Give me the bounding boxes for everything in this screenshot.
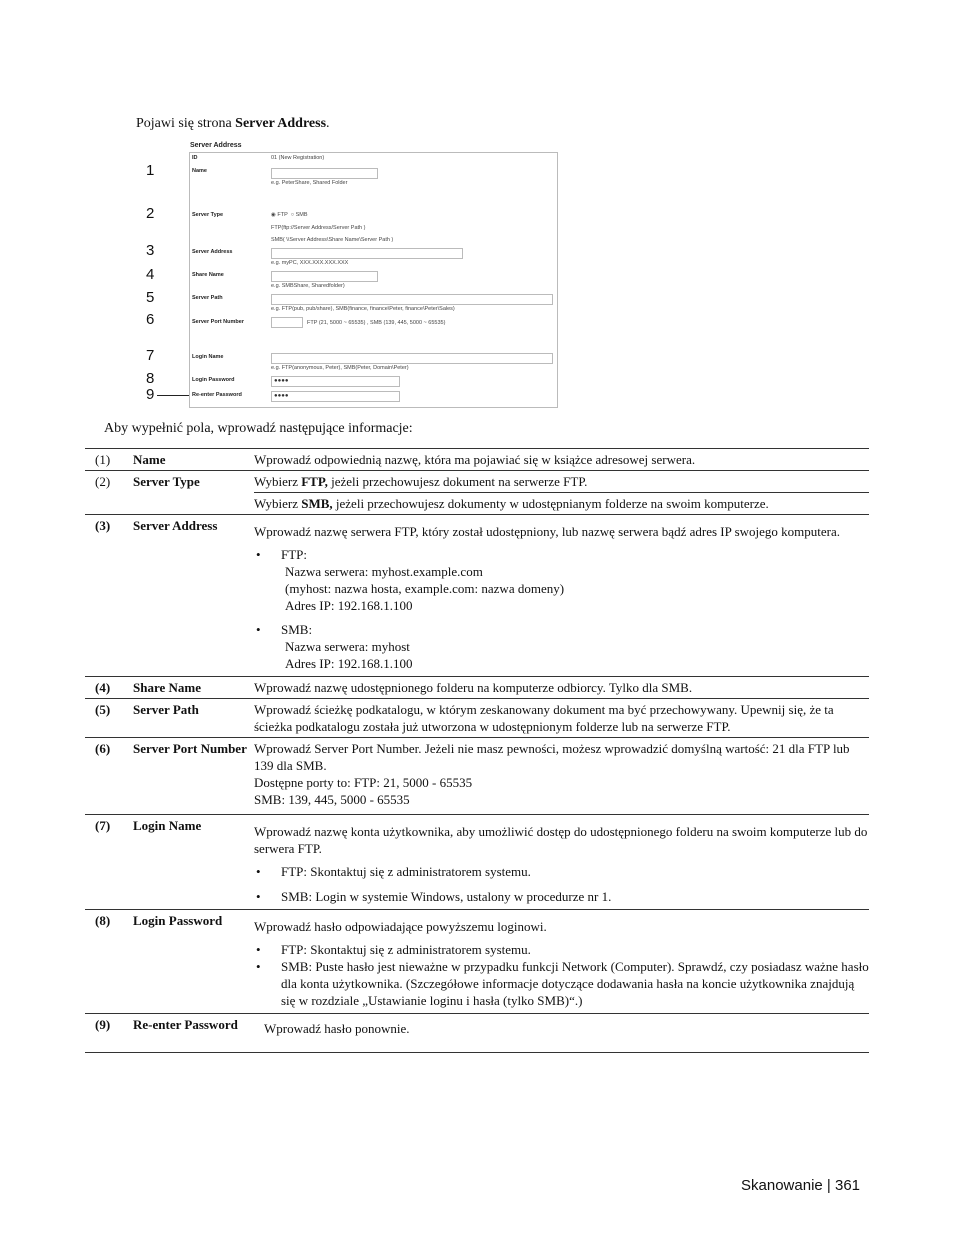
server-address-form-screenshot bbox=[189, 140, 557, 407]
row-description bbox=[254, 738, 869, 815]
server-address-input[interactable] bbox=[271, 248, 463, 259]
id-value: 01 (New Registration) bbox=[271, 155, 325, 161]
callout-6: 6 bbox=[146, 311, 155, 328]
row-number: (2) bbox=[85, 471, 133, 515]
server-port-label: Server Port Number bbox=[192, 319, 244, 325]
server-type-hint-ftp: FTP(ftp://Server Address/Server Path ) bbox=[271, 225, 366, 231]
callout-5: 5 bbox=[146, 289, 155, 306]
bullet-item: • FTP: Skontaktuj się z administratorem systemu. bbox=[254, 941, 869, 958]
bullet-list bbox=[254, 941, 869, 1009]
desc-part: Wybierz bbox=[254, 496, 302, 511]
intro-prefix: Pojawi się strona bbox=[136, 116, 236, 131]
login-password-label: Login Password bbox=[192, 377, 235, 383]
id-label: ID bbox=[192, 155, 198, 161]
bullet-list bbox=[254, 546, 869, 672]
callout-8: 8 bbox=[146, 370, 155, 387]
bullet-item: • SMB: Puste hasło jest nieważne w przypadku funkcji Network (Computer). Sprawdź, czy posiadasz ważne hasło dla konta użytkownika. (Szczegółowe informacje dotyczące dodawania hasła na koncie użytkownika znajdują się w rozdziale „Ustawianie loginu i hasła (tylko SMB)“.) bbox=[254, 958, 869, 1009]
share-name-label: Share Name bbox=[192, 272, 224, 278]
table-row-reenter-password bbox=[85, 1014, 869, 1053]
radio-ftp-icon[interactable]: ◉ bbox=[271, 212, 276, 218]
login-password-input[interactable]: ●●●● bbox=[271, 376, 400, 387]
row-field-name: Server Type bbox=[133, 471, 254, 515]
callout-1: 1 bbox=[146, 162, 155, 179]
radio-smb-label: SMB bbox=[295, 212, 308, 218]
name-hint: e.g. PeterShare, Shared Folder bbox=[271, 180, 348, 186]
name-input[interactable] bbox=[271, 168, 378, 179]
row-number: (4) bbox=[85, 677, 133, 699]
callout-9: 9 bbox=[146, 386, 155, 403]
row-field-name: Name bbox=[133, 449, 254, 471]
ports-line-2: SMB: 139, 445, 5000 - 65535 bbox=[254, 792, 410, 807]
form-title: Server Address bbox=[190, 142, 242, 149]
table-row-server-address bbox=[85, 515, 869, 677]
table-row-server-path bbox=[85, 699, 869, 738]
row-number: (3) bbox=[85, 515, 133, 677]
bullet-item: • SMB: Login w systemie Windows, ustalony w procedurze nr 1. bbox=[254, 888, 869, 905]
row-number: (5) bbox=[85, 699, 133, 738]
ftp-line-3: Adres IP: 192.168.1.100 bbox=[285, 598, 413, 613]
row-number: (8) bbox=[85, 910, 133, 1014]
radio-ftp-label: FTP bbox=[277, 212, 288, 218]
share-name-hint: e.g. SMBShare, Sharedfolder) bbox=[271, 283, 345, 289]
row-description-ftp bbox=[254, 471, 869, 493]
row-description bbox=[254, 815, 869, 910]
table-row-share-name bbox=[85, 677, 869, 699]
row-field-name: Login Name bbox=[133, 815, 254, 910]
row-number: (9) bbox=[85, 1014, 133, 1053]
bullet-list bbox=[254, 863, 869, 905]
ports-line-1: Dostępne porty to: FTP: 21, 5000 - 65535 bbox=[254, 775, 473, 790]
row-description-smb bbox=[254, 493, 869, 515]
ftp-line-1: Nazwa serwera: myhost.example.com bbox=[285, 564, 483, 579]
smb-line-1: Nazwa serwera: myhost bbox=[285, 639, 410, 654]
table-row-login-name bbox=[85, 815, 869, 910]
row-description: Wprowadź odpowiednią nazwę, która ma pojawiać się w książce adresowej serwera. bbox=[254, 449, 869, 471]
server-type-label: Server Type bbox=[192, 212, 224, 218]
callout-3: 3 bbox=[146, 242, 155, 259]
intro-text bbox=[136, 116, 330, 132]
row-description bbox=[254, 515, 869, 677]
row-field-name: Server Address bbox=[133, 515, 254, 677]
server-port-input[interactable] bbox=[271, 317, 303, 328]
callout-7: 7 bbox=[146, 347, 155, 364]
server-address-hint: e.g. myPC, XXX.XXX.XXX.XXX bbox=[271, 260, 349, 266]
bullet-label: SMB: bbox=[281, 622, 313, 637]
reenter-password-label: Re-enter Password bbox=[192, 392, 242, 398]
radio-smb-icon[interactable]: ○ bbox=[290, 212, 295, 218]
row-number: (1) bbox=[85, 449, 133, 471]
server-path-hint: e.g. FTP(pub, pub/share), SMB(finance, finance\Peter, finance\Peter\Sales) bbox=[271, 306, 455, 312]
ftp-line-2: (myhost: nazwa hosta, example.com: nazwa domeny) bbox=[285, 581, 565, 596]
intro-suffix: . bbox=[326, 116, 330, 131]
desc-main: Wprowadź nazwę konta użytkownika, aby umożliwić dostęp do udostępnionego folderu na swoim komputerze lub do serwera FTP. bbox=[254, 824, 868, 856]
row-field-name: Server Path bbox=[133, 699, 254, 738]
server-address-label: Server Address bbox=[192, 249, 233, 255]
bullet-label: FTP: bbox=[281, 547, 308, 562]
callout-9-leader bbox=[157, 395, 191, 396]
server-port-hint: FTP (21, 5000 ~ 65535) , SMB (139, 445, 5000 ~ 65535) bbox=[307, 320, 446, 326]
login-name-input[interactable] bbox=[271, 353, 553, 364]
row-description: Wprowadź ścieżkę podkatalogu, w którym zeskanowany dokument ma być przechowywany. Upewnij się, że ta ścieżka podkatalogu została już utworzona w udostępnionym folderze lub na serwerze FTP. bbox=[254, 699, 869, 738]
row-description: Wprowadź nazwę udostępnionego folderu na komputerze odbiorcy. Tylko dla SMB. bbox=[254, 677, 869, 699]
bullet-smb bbox=[254, 621, 869, 672]
lead-text: Aby wypełnić pola, wprowadź następujące informacje: bbox=[104, 421, 413, 436]
smb-line-2: Adres IP: 192.168.1.100 bbox=[285, 656, 413, 671]
row-field-name: Login Password bbox=[133, 910, 254, 1014]
table-row-name bbox=[85, 449, 869, 471]
table-row-login-password bbox=[85, 910, 869, 1014]
server-path-input[interactable] bbox=[271, 294, 553, 305]
row-field-name: Share Name bbox=[133, 677, 254, 699]
desc-part: jeżeli przechowujesz dokument na serwerze FTP. bbox=[327, 474, 588, 489]
reenter-password-input[interactable]: ●●●● bbox=[271, 391, 400, 402]
desc-main: Wprowadź hasło odpowiadające powyższemu loginowi. bbox=[254, 919, 547, 934]
bullet-ftp bbox=[254, 546, 869, 614]
name-label: Name bbox=[192, 168, 207, 174]
login-name-hint: e.g. FTP(anonymous, Peter), SMB(Peter, Domain\Peter) bbox=[271, 365, 409, 371]
desc-bold: SMB, bbox=[301, 496, 333, 511]
server-type-hint-smb: SMB( \\Server Address\Share Name\Server Path ) bbox=[271, 237, 394, 243]
intro-bold: Server Address bbox=[235, 116, 327, 131]
table-row-server-port bbox=[85, 738, 869, 815]
row-field-name: Re-enter Password bbox=[133, 1014, 254, 1053]
table-row-server-type bbox=[85, 471, 869, 493]
row-number: (6) bbox=[85, 738, 133, 815]
page-footer: Skanowanie | 361 bbox=[741, 1177, 860, 1194]
field-description-table bbox=[85, 448, 869, 1053]
row-field-name: Server Port Number bbox=[133, 738, 254, 815]
server-path-label: Server Path bbox=[192, 295, 223, 301]
row-description bbox=[254, 1014, 869, 1053]
desc-main: Wprowadź nazwę serwera FTP, który został udostępniony, lub nazwę serwera bądź adres IP swojego komputera. bbox=[254, 524, 841, 539]
desc-part: jeżeli przechowujesz dokumenty w udostępnianym folderze na swoim komputerze. bbox=[332, 496, 769, 511]
desc-main: Wprowadź hasło ponownie. bbox=[264, 1021, 410, 1036]
callout-4: 4 bbox=[146, 266, 155, 283]
desc-part: Wybierz bbox=[254, 474, 302, 489]
share-name-input[interactable] bbox=[271, 271, 378, 282]
row-description bbox=[254, 910, 869, 1014]
bullet-item: • FTP: Skontaktuj się z administratorem systemu. bbox=[254, 863, 869, 880]
desc-main: Wprowadź Server Port Number. Jeżeli nie masz pewności, możesz wprowadzić domyślną wartość: 21 dla FTP lub 139 dla SMB. bbox=[254, 741, 850, 773]
login-name-label: Login Name bbox=[192, 354, 224, 360]
callout-2: 2 bbox=[146, 205, 155, 222]
row-number: (7) bbox=[85, 815, 133, 910]
desc-bold: FTP, bbox=[301, 474, 328, 489]
server-type-radios[interactable] bbox=[271, 212, 307, 218]
